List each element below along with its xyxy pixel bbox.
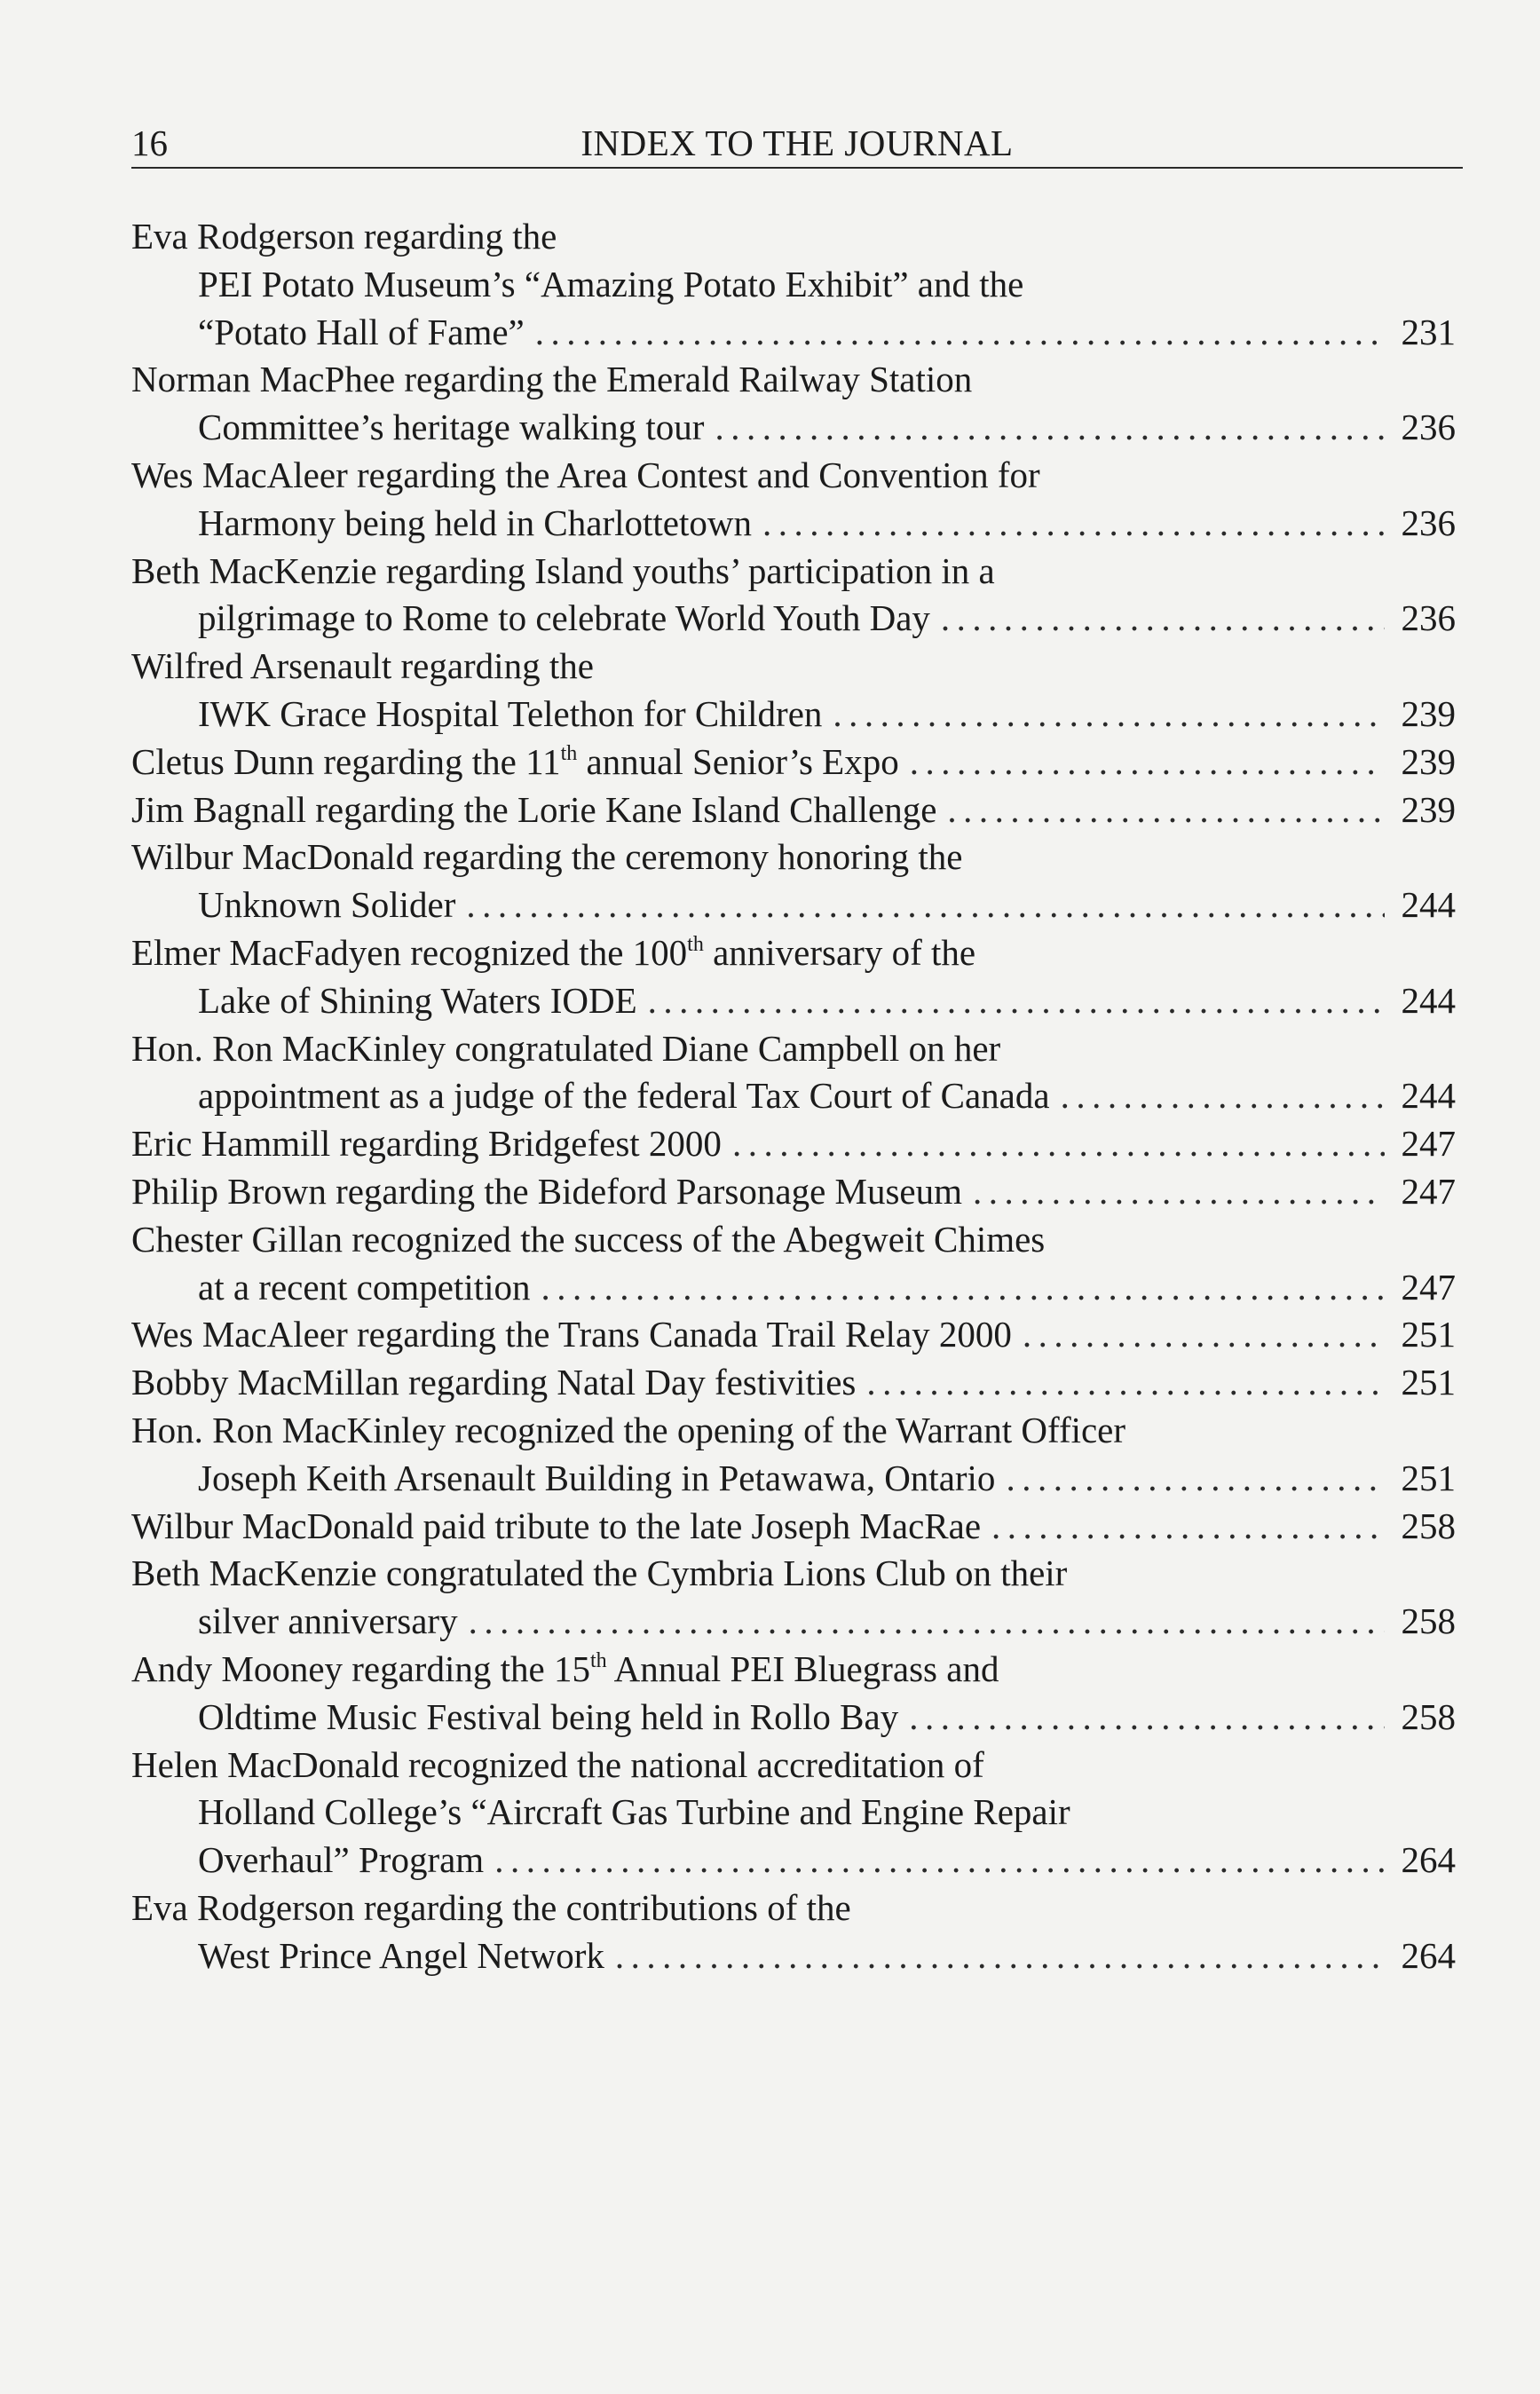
entry-text: at a recent competition xyxy=(198,1266,531,1308)
entry-last-line xyxy=(131,1503,1456,1551)
running-title: INDEX TO THE JOURNAL xyxy=(580,122,1014,163)
index-entry xyxy=(131,1120,1456,1168)
entry-last-line xyxy=(131,881,1456,929)
entry-line: Holland College’s “Aircraft Gas Turbine and Engine Repair xyxy=(198,1791,1070,1833)
entry-text: Eric Hammill regarding Bridgefest 2000 xyxy=(131,1123,722,1165)
entry-text: Lake of Shining Waters IODE xyxy=(198,979,637,1021)
index-entry xyxy=(131,834,1456,929)
index-entry xyxy=(131,1503,1456,1551)
entry-line: Hon. Ron MacKinley recognized the opening of the Warrant Officer xyxy=(131,1409,1126,1450)
entry-text: Wilbur MacDonald paid tribute to the late Joseph MacRae xyxy=(131,1505,982,1546)
entry-line: Beth MacKenzie congratulated the Cymbria Lions Club on their xyxy=(131,1553,1068,1594)
entry-last-line xyxy=(131,1932,1456,1980)
ordinal-superscript: th xyxy=(560,741,578,765)
index-entry xyxy=(131,1550,1456,1646)
dot-leader xyxy=(947,786,1385,834)
dot-leader xyxy=(715,404,1385,452)
page-reference: 264 xyxy=(1401,1839,1456,1881)
entry-line: Chester Gillan recognized the success of the Abegweit Chimes xyxy=(131,1218,1046,1260)
entry-text: Bobby MacMillan regarding Natal Day festivities xyxy=(131,1362,857,1403)
entry-last-line xyxy=(131,1837,1456,1884)
dot-leader xyxy=(991,1503,1385,1551)
entry-text-part: annual Senior’s Expo xyxy=(577,740,899,782)
index-entry xyxy=(131,786,1456,834)
entry-last-line xyxy=(131,977,1456,1025)
page-reference: 236 xyxy=(1401,502,1456,543)
page-reference: 239 xyxy=(1401,788,1456,830)
page-reference: 247 xyxy=(1401,1266,1456,1308)
entry-text: Committee’s heritage walking tour xyxy=(198,407,705,448)
entry-line: Eva Rodgerson regarding the xyxy=(131,216,557,257)
entry-last-line xyxy=(131,1455,1456,1503)
dot-leader xyxy=(910,739,1385,786)
index-entry xyxy=(131,1168,1456,1216)
dot-leader xyxy=(466,881,1385,929)
index-entry xyxy=(131,548,1456,644)
dot-leader xyxy=(494,1837,1385,1884)
entry-line xyxy=(131,929,1456,977)
ordinal-superscript: th xyxy=(589,1648,607,1672)
entry-text: Oldtime Music Festival being held in Rollo Bay xyxy=(198,1695,899,1737)
index-entry xyxy=(131,739,1456,786)
entry-text: silver anniversary xyxy=(198,1600,458,1642)
page-reference: 244 xyxy=(1401,979,1456,1021)
entry-text: West Prince Angel Network xyxy=(198,1934,604,1976)
entry-line xyxy=(131,1646,1456,1694)
entry-text xyxy=(131,739,899,786)
dot-leader xyxy=(833,691,1385,739)
page-reference: 244 xyxy=(1401,1075,1456,1117)
dot-leader xyxy=(973,1168,1385,1216)
entry-last-line xyxy=(131,595,1456,643)
page-reference: 258 xyxy=(1401,1695,1456,1737)
dot-leader xyxy=(909,1694,1385,1742)
entry-text: pilgrimage to Rome to celebrate World Youth Day xyxy=(198,597,930,639)
index-entry xyxy=(131,356,1456,452)
entry-text: “Potato Hall of Fame” xyxy=(198,311,525,352)
index-entries xyxy=(131,213,1456,1979)
page-reference: 251 xyxy=(1401,1362,1456,1403)
dot-leader xyxy=(941,595,1385,643)
entry-text-part: anniversary of the xyxy=(703,931,976,973)
header-rule xyxy=(131,167,1463,169)
index-entry xyxy=(131,1359,1456,1407)
entry-last-line xyxy=(131,1694,1456,1742)
entry-line: Wilbur MacDonald regarding the ceremony honoring the xyxy=(131,836,963,878)
entry-text: Unknown Solider xyxy=(198,884,456,926)
page-reference: 258 xyxy=(1401,1505,1456,1546)
entry-last-line xyxy=(131,739,1456,786)
entry-last-line xyxy=(131,309,1456,357)
index-entry xyxy=(131,643,1456,739)
entry-last-line xyxy=(131,1264,1456,1312)
entry-text: appointment as a judge of the federal Tax Court of Canada xyxy=(198,1075,1050,1117)
entry-last-line xyxy=(131,1598,1456,1646)
page-reference: 247 xyxy=(1401,1170,1456,1212)
entry-last-line xyxy=(131,691,1456,739)
entry-last-line xyxy=(131,1072,1456,1120)
dot-leader xyxy=(1006,1455,1385,1503)
page-number: 16 xyxy=(131,122,168,163)
page-reference: 264 xyxy=(1401,1934,1456,1976)
page-reference: 258 xyxy=(1401,1600,1456,1642)
dot-leader xyxy=(1023,1311,1385,1359)
index-entry xyxy=(131,1884,1456,1980)
index-entry xyxy=(131,1407,1456,1503)
page-reference: 236 xyxy=(1401,407,1456,448)
entry-line: Helen MacDonald recognized the national accreditation of xyxy=(131,1743,984,1785)
page-header xyxy=(131,118,1463,168)
dot-leader xyxy=(541,1264,1385,1312)
entry-line: Eva Rodgerson regarding the contributions of the xyxy=(131,1886,851,1928)
page-reference: 231 xyxy=(1401,311,1456,352)
entry-text-part: Elmer MacFadyen recognized the 100 xyxy=(131,931,688,973)
dot-leader xyxy=(469,1598,1385,1646)
entry-line: Beth MacKenzie regarding Island youths’ participation in a xyxy=(131,549,995,591)
dot-leader xyxy=(866,1359,1385,1407)
entry-text: Wes MacAleer regarding the Trans Canada Trail Relay 2000 xyxy=(131,1314,1012,1355)
index-entry xyxy=(131,1216,1456,1312)
entry-last-line xyxy=(131,1311,1456,1359)
entry-text-part: Cletus Dunn regarding the 11 xyxy=(131,740,561,782)
dot-leader xyxy=(732,1120,1385,1168)
page-reference: 251 xyxy=(1401,1314,1456,1355)
entry-line: PEI Potato Museum’s “Amazing Potato Exhibit” and the xyxy=(198,263,1024,304)
entry-line: Norman MacPhee regarding the Emerald Railway Station xyxy=(131,359,973,400)
dot-leader xyxy=(648,977,1385,1025)
index-entry xyxy=(131,1646,1456,1742)
index-entry xyxy=(131,213,1456,356)
page-reference: 236 xyxy=(1401,597,1456,639)
index-entry xyxy=(131,452,1456,548)
entry-line: Wes MacAleer regarding the Area Contest and Convention for xyxy=(131,454,1040,495)
entry-text: Joseph Keith Arsenault Building in Petawawa, Ontario xyxy=(198,1457,996,1498)
entry-text: Harmony being held in Charlottetown xyxy=(198,502,752,543)
page-reference: 244 xyxy=(1401,884,1456,926)
entry-text: Overhaul” Program xyxy=(198,1839,485,1881)
entry-text: Philip Brown regarding the Bideford Parsonage Museum xyxy=(131,1170,963,1212)
index-entry xyxy=(131,1025,1456,1121)
entry-line: Hon. Ron MacKinley congratulated Diane Campbell on her xyxy=(131,1027,1001,1069)
page-reference: 247 xyxy=(1401,1123,1456,1165)
index-entry xyxy=(131,1311,1456,1359)
entry-last-line xyxy=(131,1359,1456,1407)
entry-text: IWK Grace Hospital Telethon for Children xyxy=(198,692,823,734)
entry-last-line xyxy=(131,500,1456,548)
entry-text-part: Andy Mooney regarding the 15 xyxy=(131,1647,590,1689)
dot-leader xyxy=(535,309,1385,357)
dot-leader xyxy=(762,500,1385,548)
dot-leader xyxy=(615,1932,1385,1980)
entry-last-line xyxy=(131,1120,1456,1168)
page-reference: 251 xyxy=(1401,1457,1456,1498)
entry-last-line xyxy=(131,786,1456,834)
entry-last-line xyxy=(131,404,1456,452)
page-reference: 239 xyxy=(1401,692,1456,734)
entry-last-line xyxy=(131,1168,1456,1216)
page-reference: 239 xyxy=(1401,740,1456,782)
index-entry xyxy=(131,1742,1456,1884)
dot-leader xyxy=(1061,1072,1385,1120)
entry-text: Jim Bagnall regarding the Lorie Kane Island Challenge xyxy=(131,788,937,830)
entry-line: Wilfred Arsenault regarding the xyxy=(131,645,594,687)
ordinal-superscript: th xyxy=(687,932,704,956)
index-entry xyxy=(131,929,1456,1025)
entry-text-part: Annual PEI Bluegrass and xyxy=(606,1647,999,1689)
